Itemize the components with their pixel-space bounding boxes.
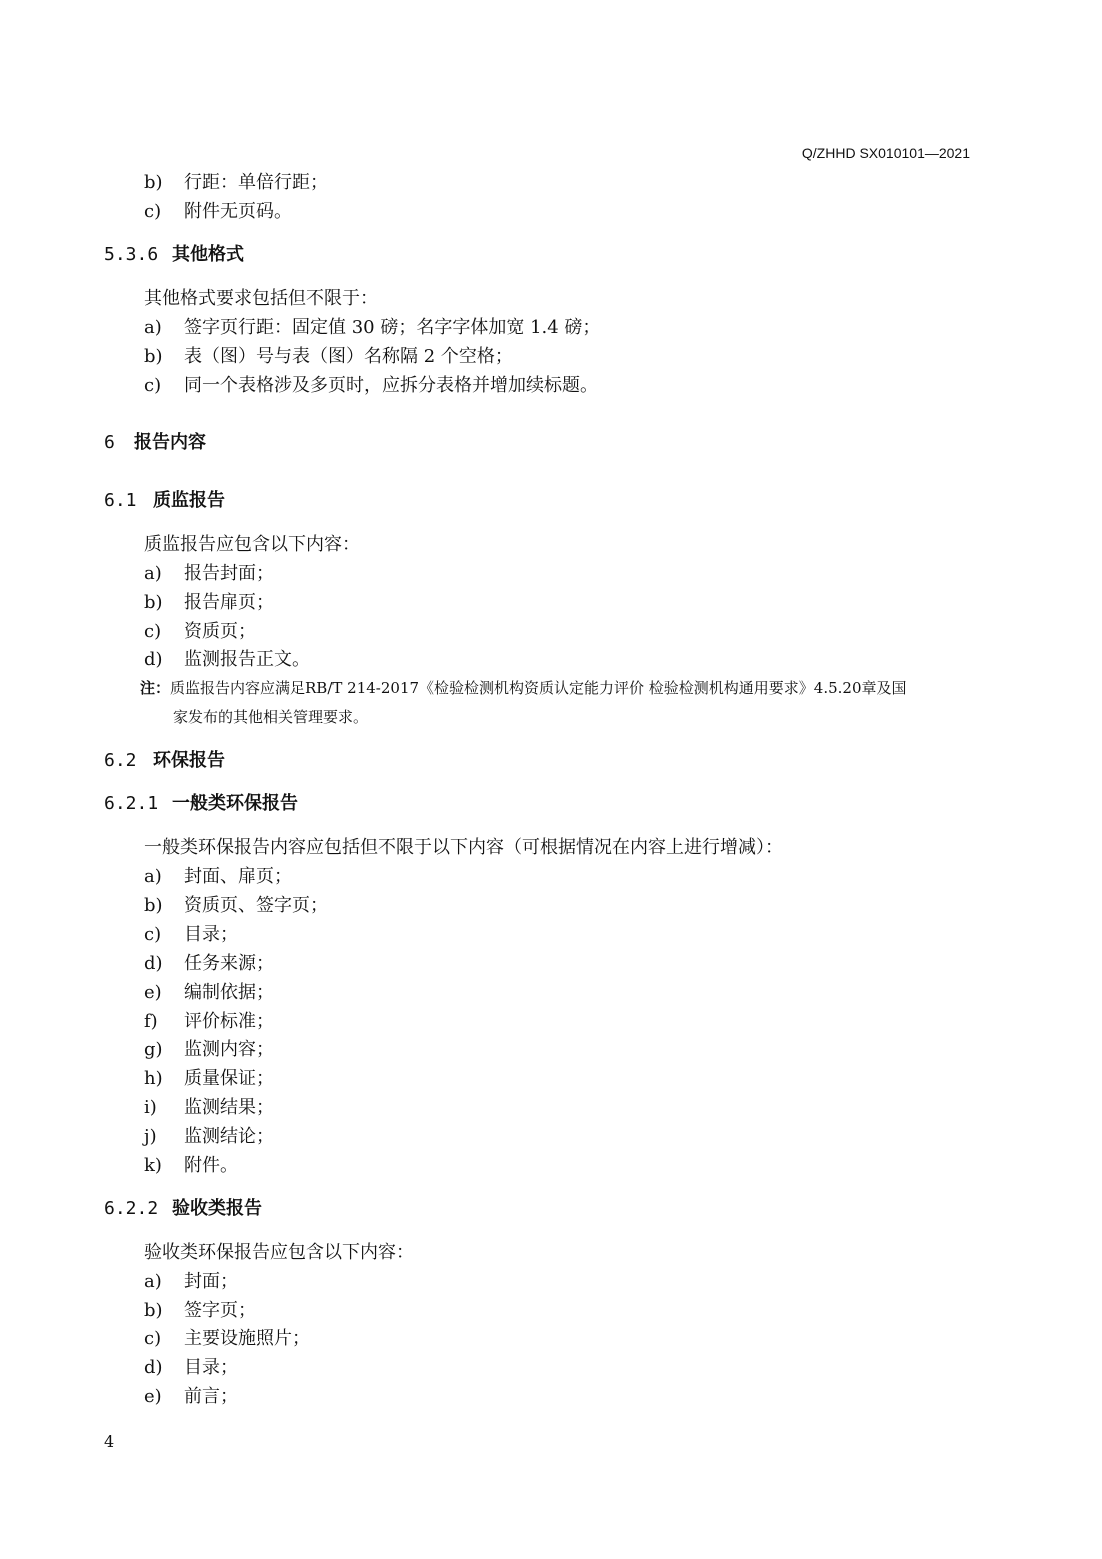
paragraph: 验收类环保报告应包含以下内容：	[144, 1242, 414, 1263]
paragraph: 其他格式要求包括但不限于：	[144, 288, 378, 309]
note-continuation: 家发布的其他相关管理要求。	[173, 708, 369, 726]
section-heading: 6.2 环保报告	[104, 750, 225, 771]
page-number: 4	[104, 1432, 115, 1451]
document-code: Q/ZHHD SX010101—2021	[801, 145, 970, 161]
note: 注：质监报告内容应满足RB/T 214-2017《检验检测机构资质认定能力评价 检验检测机构通用要求》4.5.20章及国	[140, 679, 907, 697]
subsection-heading: 6.2.1 一般类环保报告	[104, 793, 298, 814]
section-heading: 5.3.6 其他格式	[104, 244, 244, 265]
paragraph: 质监报告应包含以下内容：	[144, 534, 360, 555]
chapter-heading: 6 报告内容	[104, 432, 206, 453]
subsection-heading: 6.2.2 验收类报告	[104, 1198, 262, 1219]
section-heading: 6.1 质监报告	[104, 490, 225, 511]
paragraph: 一般类环保报告内容应包括但不限于以下内容（可根据情况在内容上进行增减）：	[144, 837, 783, 858]
